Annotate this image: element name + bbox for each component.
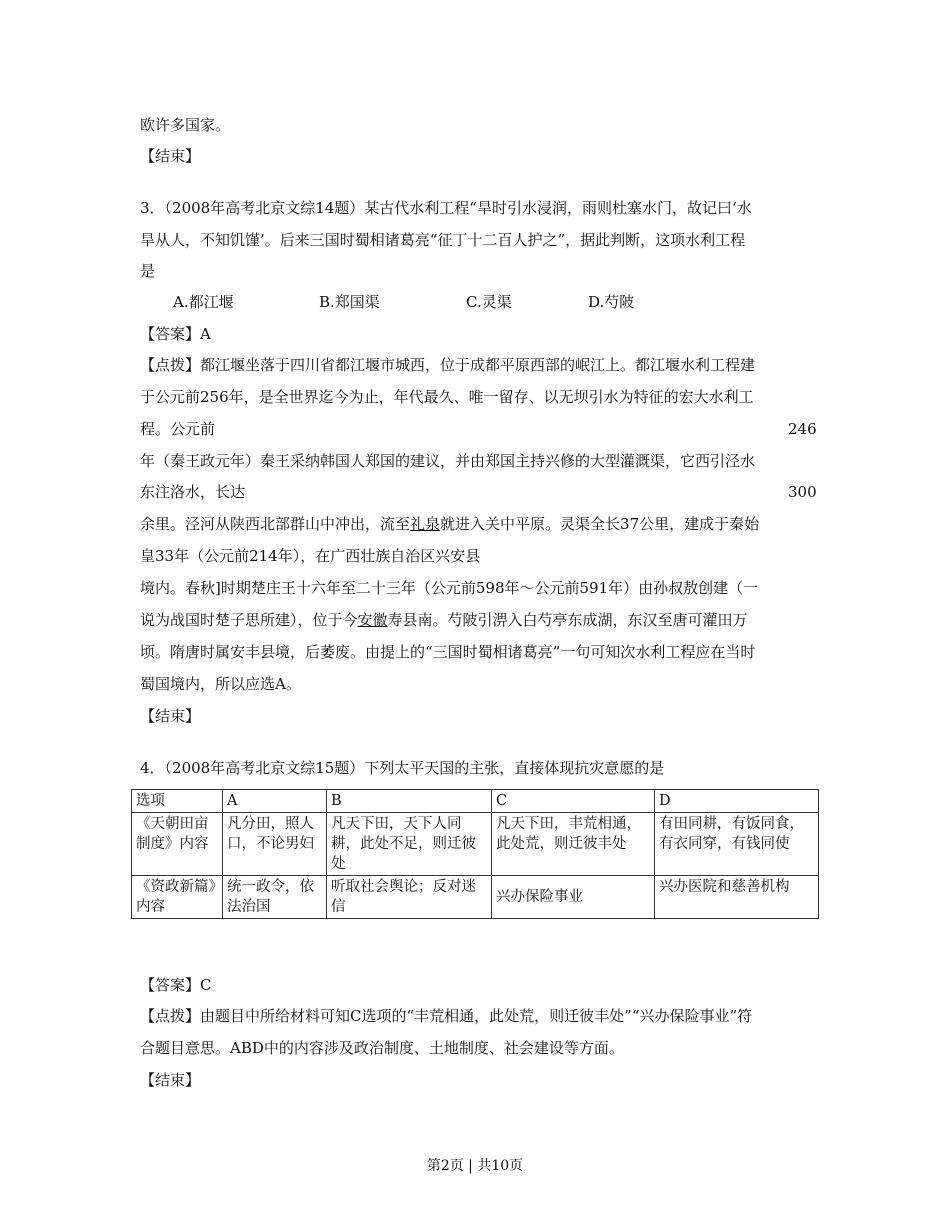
explanation-line: 境内。春秋]时期楚庄王十六年至二十三年（公元前598年～公元前591年）由孙叔敖创建（一 (140, 579, 759, 597)
text-segment: 余里。泾河从陕西北部群山中冲出，流至 (140, 515, 411, 533)
explanation-number: 246 (788, 420, 817, 438)
table-row (132, 813, 819, 876)
text-line: 欧许多国家。 (140, 116, 231, 134)
table-cell: 凡分田，照人口，不论男妇 (223, 813, 327, 876)
table-header-cell: 选项 (132, 790, 223, 813)
table-row-label: 《资政新篇》内容 (132, 876, 223, 919)
explanation-line: 程。公元前 (140, 420, 216, 438)
option-b: B.郑国渠 (319, 293, 380, 311)
option-d: D.芍陂 (588, 293, 635, 311)
explanation-number: 300 (788, 483, 817, 501)
table-cell: 统一政令，依法治国 (223, 876, 327, 919)
table-row-label: 《天朝田亩制度》内容 (132, 813, 223, 876)
answer-line: 【答案】A (140, 325, 211, 343)
underlined-term: 礼泉 (410, 515, 441, 533)
table-header-cell: C (492, 790, 655, 813)
table-header-cell: D (655, 790, 819, 813)
table-cell: 听取社会舆论；反对迷信 (327, 876, 492, 919)
page-footer: 第2页 | 共10页 (426, 1158, 524, 1174)
text-segment: 就进入关中平原。灵渠全长37公里，建成于秦始 (440, 515, 760, 533)
explanation-line: 于公元前256年，是全世界迄今为止，年代最久、唯一留存、以无坝引水为特征的宏大水利工 (140, 388, 754, 406)
text-segment: 说为战国时楚子思所建），位于今 (140, 611, 358, 629)
table-row (132, 876, 819, 919)
table-cell: 兴办保险事业 (492, 876, 655, 919)
table-cell: 有田同耕，有饭同食，有衣同穿，有钱同使 (655, 813, 819, 876)
explanation-line (140, 610, 748, 630)
table-cell: 凡天下田，丰荒相通，此处荒，则迁彼丰处 (492, 813, 655, 876)
table-cell: 凡天下田，天下人同耕，此处不足，则迁彼处 (327, 813, 492, 876)
question-stem: 3．（2008年高考北京文综14题）某古代水利工程“旱时引水浸润，雨则杜塞水门，故记曰‘水 (140, 199, 752, 217)
option-a: A.都江堰 (173, 293, 234, 311)
table-cell: 兴办医院和慈善机构 (655, 876, 819, 919)
explanation-line: 【点拨】由题目中所给材料可知C选项的“丰荒相通，此处荒，则迁彼丰处”“兴办保险事业”符 (140, 1007, 753, 1025)
end-marker: 【结束】 (140, 147, 201, 165)
text-segment: 寿县南。芍陂引淠入白芍亭东成湖，东汉至唐可灌田万 (387, 611, 748, 629)
explanation-line: 东注洛水，长达 (140, 483, 246, 501)
explanation-line (140, 514, 759, 534)
explanation-line: 年（秦王政元年）秦王采纳韩国人郑国的建议，并由郑国主持兴修的大型灌溉渠，它西引泾水 (140, 452, 756, 470)
table-header-row (132, 790, 819, 813)
underlined-term: 安徽 (357, 611, 388, 629)
explanation-line: 合题目意思。ABD中的内容涉及政治制度、土地制度、社会建设等方面。 (140, 1039, 624, 1057)
comparison-table (131, 789, 819, 919)
end-marker: 【结束】 (140, 1071, 201, 1089)
explanation-line: 【点拨】都江堰坐落于四川省都江堰市城西，位于成都平原西部的岷江上。都江堰水利工程建 (140, 356, 756, 374)
option-c: C.灵渠 (466, 293, 512, 311)
question-stem: 4．（2008年高考北京文综15题）下列太平天国的主张，直接体现抗灾意愿的是 (140, 759, 665, 777)
question-stem: 是 (140, 262, 156, 280)
table-header-cell: A (223, 790, 327, 813)
explanation-line: 顷。隋唐时属安丰县境，后萎废。由提上的“三国时蜀相诸葛亮”一句可知次水利工程应在当时 (140, 643, 756, 661)
explanation-line: 蜀国境内，所以应选A。 (140, 675, 301, 693)
end-marker: 【结束】 (140, 707, 201, 725)
answer-line: 【答案】C (140, 976, 212, 994)
question-stem: 旱从人，不知饥馑’。后来三国时蜀相诸葛亮“征丁十二百人护之”，据此判断，这项水利工程 (140, 231, 746, 249)
explanation-line: 皇33年（公元前214年），在广西壮族自治区兴安县 (140, 547, 481, 565)
table-header-cell: B (327, 790, 492, 813)
